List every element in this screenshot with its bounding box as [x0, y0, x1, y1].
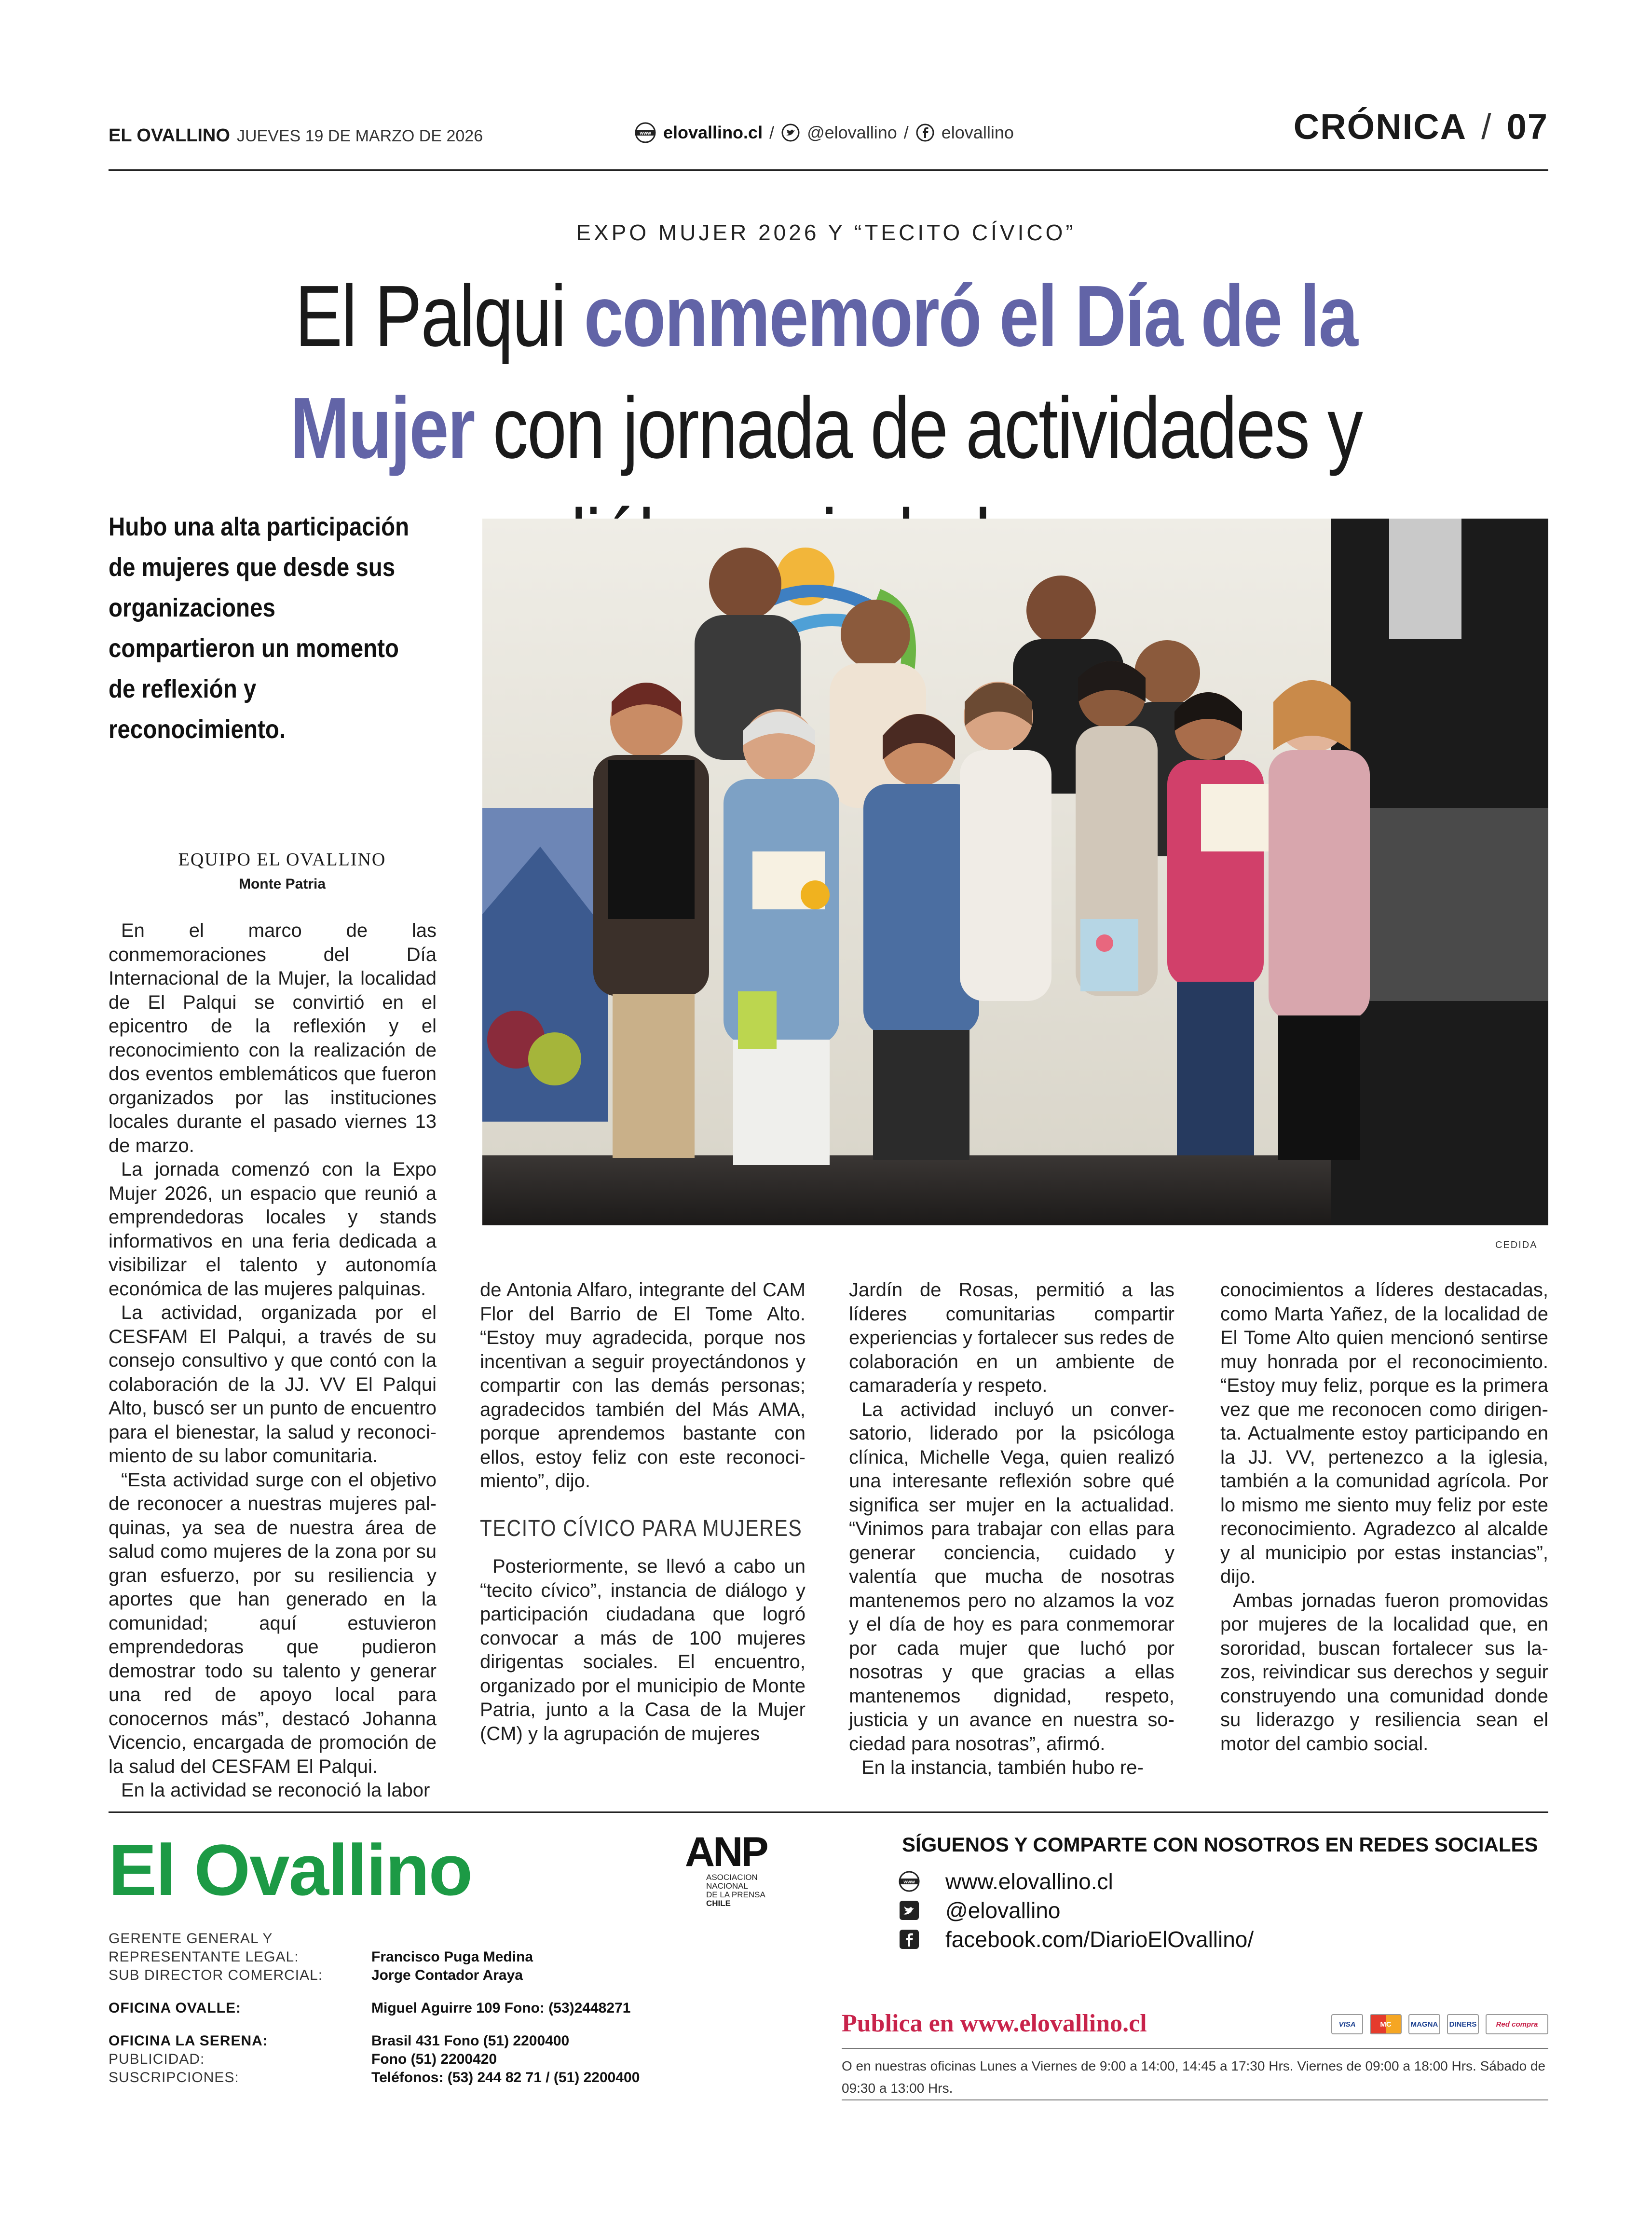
header-social-links — [634, 122, 1014, 144]
paragraph: Jardín de Rosas, permitió a las líderes comunitarias compartir experiencias y fortalecer sus redes de colaboración en un ambiente de camaradería y respeto. — [849, 1279, 1174, 1396]
photo-credit: CEDIDA — [1495, 1240, 1538, 1250]
follow-website[interactable] — [897, 1867, 1254, 1896]
follow-list — [897, 1867, 1254, 1954]
byline-team: EQUIPO EL OVALLINO — [178, 850, 386, 870]
paper-name: EL OVALLINO — [109, 125, 230, 146]
footer-divider — [109, 1811, 1548, 1813]
follow-facebook-label: facebook.com/DiarioElOvallino/ — [945, 1927, 1254, 1952]
mastercard-icon: MC — [1370, 2014, 1402, 2034]
www-globe-icon — [634, 122, 656, 144]
svg-text:www: www — [903, 1879, 915, 1885]
article-column-2 — [480, 1278, 806, 1746]
paragraph: de Antonia Alfaro, integrante del CAM Flor del Barrio de El Tome Alto. “Estoy muy agradecida, porque nos incentivan a seguir proyectándonos y compartir con las demás personas; agradecidos también del Más AMA, porque aprendemos bastante con ellos, estoy feliz con este reconocimiento”, dijo. — [480, 1279, 806, 1492]
article-column-4 — [1220, 1278, 1548, 1756]
twitter-bird-icon — [897, 1900, 921, 1920]
anp-subtitle — [706, 1873, 781, 1908]
svg-text:www: www — [640, 131, 651, 136]
paragraph: En el marco de las conmemoraciones del Día Internacional de la Mujer, la localidad de El Palqui se convirtió en el epicentro de la reflexión y el reconocimiento con la realización de dos eventos emblemáticos que fueron organizados por las instituciones locales durante el pasado viernes 13 de marzo. — [109, 920, 437, 1156]
office-hours: O en nuestras oficinas Lunes a Viernes de 9:00 a 14:00, 14:45 a 17:30 Hrs. Viernes de 09:00 a 18:00 Hrs. Sábado de 09:30 a 13:00 Hrs. — [842, 2058, 1546, 2096]
paragraph: La actividad, organizada por el CESFAM El Palqui, a través de su consejo consultivo y que contó con la colaboración de la JJ. VV El Palqui Alto, buscó ser un punto de encuentro para el bienestar, la salud y reconocimiento de su labor comunitaria. — [109, 1302, 437, 1467]
anp-mark: ANP — [685, 1829, 767, 1875]
separator: / — [903, 123, 909, 142]
header-twitter-link[interactable]: @elovallino — [807, 123, 897, 142]
hours-divider — [842, 2099, 1548, 2100]
staff-key: REPRESENTANTE LEGAL: — [109, 1949, 299, 1965]
byline-place: Monte Patria — [238, 876, 326, 892]
visa-card-icon: VISA — [1331, 2014, 1363, 2034]
follow-title: SÍGUENOS Y COMPARTE CON NOSOTROS EN REDES SOCIALES — [902, 1833, 1538, 1856]
paragraph: En la actividad se reconoció la labor — [121, 1780, 430, 1801]
headline-part-1: El Palqui — [295, 268, 584, 365]
anp-sub-line: DE LA PRENSA — [706, 1890, 765, 1899]
article-column-1 — [109, 919, 437, 1803]
staff-value: Miguel Aguirre 109 Fono: (53)2448271 — [371, 2000, 631, 2016]
twitter-bird-icon — [781, 123, 800, 142]
issue-date: JUEVES 19 DE MARZO DE 2026 — [236, 127, 483, 145]
group-photo-illustration — [482, 519, 1548, 1225]
staff-box — [109, 1930, 711, 2087]
paper-date-line — [109, 125, 483, 146]
staff-row — [109, 1948, 711, 1966]
headline-part-2: con jornada de actividades y — [492, 380, 1362, 477]
staff-key: PUBLICIDAD: — [109, 2051, 205, 2067]
anp-sub-line: CHILE — [706, 1899, 731, 1908]
staff-key: OFICINA LA SERENA: — [109, 2033, 268, 2049]
publica-link[interactable]: Publica en www.elovallino.cl — [842, 2010, 1147, 2037]
payment-cards — [1331, 2014, 1548, 2034]
hours-divider — [842, 2048, 1548, 2049]
staff-key: SUSCRIPCIONES: — [109, 2070, 239, 2085]
staff-key: OFICINA OVALLE: — [109, 2000, 241, 2016]
section-name: CRÓNICA — [1293, 107, 1467, 147]
header-website-link[interactable]: elovallino.cl — [663, 123, 763, 142]
staff-value: Fono (51) 2200420 — [371, 2051, 497, 2067]
staff-value: Jorge Contador Araya — [371, 1967, 523, 1983]
follow-twitter[interactable] — [897, 1896, 1254, 1925]
magna-card-icon: MAGNA — [1408, 2014, 1440, 2034]
facebook-f-icon — [915, 123, 935, 142]
staff-key: GERENTE GENERAL Y — [109, 1931, 273, 1947]
anp-logo — [685, 1828, 781, 1908]
section-label — [1294, 106, 1548, 147]
article-photo — [482, 519, 1548, 1225]
follow-facebook[interactable] — [897, 1925, 1254, 1954]
anp-sub-line: NACIONAL — [706, 1881, 748, 1891]
follow-website-label: www.elovallino.cl — [945, 1869, 1113, 1894]
anp-sub-line: ASOCIACION — [706, 1873, 758, 1882]
staff-row — [109, 1999, 711, 2017]
staff-row — [109, 1966, 711, 1985]
paragraph: La actividad incluyó un conversatorio, liderado por la psicóloga clínica, Michelle Vega, quien realizó una interesante reflexión sobre qué significa ser mujer en la actualidad. “Vinimos para trabajar con ellas para generar conciencia, cuidado y valentía que mucha de nosotras mantenemos pero no alzamos la voz y el día de hoy es para conmemorar por cada mujer que luchó por nosotras y que gracias a ellas mantenemos dignidad, respeto, justicia y un avance en nuestra sociedad para nosotras”, afirmó. — [849, 1399, 1174, 1755]
staff-row — [109, 2050, 711, 2069]
paragraph: En la instancia, también hubo re- — [861, 1757, 1144, 1778]
staff-value: Francisco Puga Medina — [371, 1949, 533, 1965]
staff-row — [109, 2032, 711, 2050]
staff-value: Brasil 431 Fono (51) 2200400 — [371, 2033, 570, 2049]
paragraph: “Esta actividad surge con el objetivo de reconocer a nuestras mujeres palquinas, ya sea de nuestra área de salud como mujeres de la zona por su gran esfuerzo, por su resiliencia y aportes que han generado en la comunidad; aquí estuvieron emprendedoras que pudieron demostrar todo su talento y generar una red de apoyo local para conocernos más”, destacó Johanna Vicencio, encargada de promoción de la salud del CESFAM El Palqui. — [109, 1469, 437, 1777]
article-kicker: EXPO MUJER 2026 Y “TECITO CÍVICO” — [576, 220, 1076, 245]
staff-key: SUB DIRECTOR COMERCIAL: — [109, 1967, 323, 1983]
www-globe-icon — [897, 1870, 921, 1893]
staff-row — [109, 2069, 711, 2087]
article-subhead: TECITO CÍVICO PARA MUJERES — [480, 1515, 803, 1541]
page-header — [109, 107, 1548, 171]
header-facebook-link[interactable]: elovallino — [941, 123, 1014, 142]
paragraph: conocimientos a líderes destacadas, como Marta Yañez, de la localidad de El Tome Alto quien mencionó sentirse muy honrada por el reconocimiento. “Estoy muy feliz, porque es la primera vez que me reconocen como dirigenta. Actualmente estoy participando en la JJ. VV, pertenezco a la iglesia, también a la comunidad agrícola. Por lo mismo me siento muy feliz por este reconocimiento. Agradezco al alcalde y al municipio por estas instancias”, dijo. — [1220, 1279, 1548, 1587]
masthead-logo: El Ovallino — [109, 1829, 472, 1910]
staff-value: Teléfonos: (53) 244 82 71 / (51) 2200400 — [371, 2070, 640, 2085]
page-number: 07 — [1506, 107, 1548, 147]
redcompra-icon: Red compra — [1486, 2014, 1548, 2034]
diners-card-icon: DINERS — [1447, 2014, 1479, 2034]
facebook-f-icon — [897, 1929, 921, 1949]
byline — [109, 849, 456, 892]
paragraph: La jornada comenzó con la Expo Mujer 2026, un espacio que reunió a emprendedoras locales y stands informativos en una feria dedicada a visibilizar el talento y autonomía económica de las mujeres palquinas. — [109, 1159, 437, 1300]
paragraph: Posteriormente, se llevó a cabo un “tecito cívico”, instancia de diálogo y participación ciudadana que logró convocar a más de 100 mujeres dirigentas sociales. El encuentro, organizado por el municipio de Monte Patria, junto a la Casa de la Mujer (CM) y la agrupación de mujeres — [480, 1556, 806, 1744]
staff-row — [109, 1930, 711, 1948]
separator: / — [1481, 107, 1492, 147]
separator: / — [769, 123, 775, 142]
paragraph: Ambas jornadas fueron promovidas por mujeres de la localidad que, en sororidad, buscan fortalecer sus lazos, reivindicar sus derechos y seguir construyendo una comunidad donde su liderazgo y resiliencia sean el motor del cambio social. — [1220, 1590, 1548, 1755]
follow-twitter-label: @elovallino — [945, 1898, 1061, 1923]
article-lead: Hubo una alta participación de mujeres que desde sus organizaciones compartieron un momento de reflexión y reconocimiento. — [109, 512, 410, 744]
article-column-3 — [849, 1278, 1174, 1780]
headline-highlight: conmemoró el Día de la Mujer — [290, 268, 1357, 477]
